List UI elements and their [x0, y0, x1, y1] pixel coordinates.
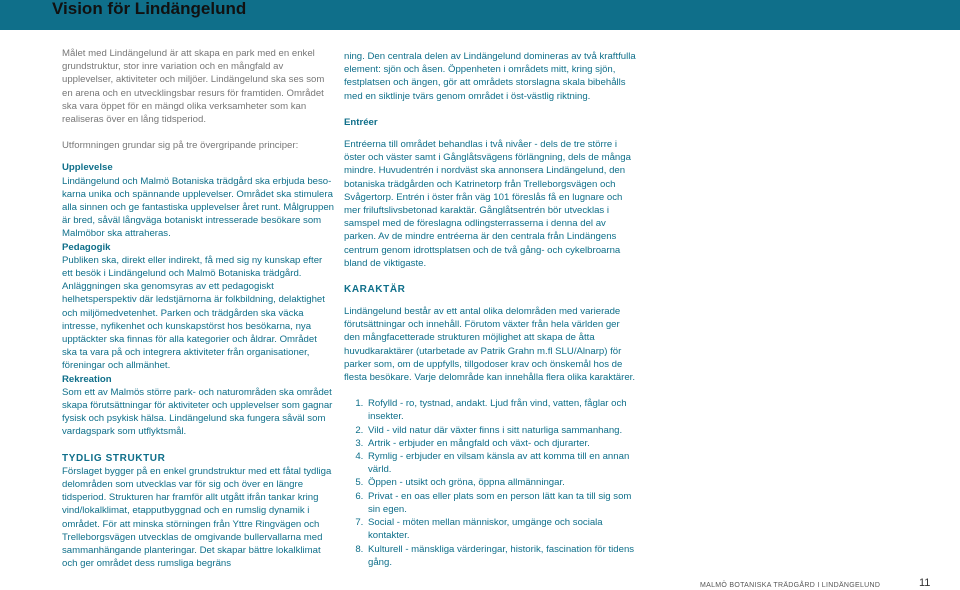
list-item: 4. Rymlig - erbjuder en vilsam känsla av att komma till en annan värld.	[366, 450, 636, 476]
page-number: 11	[919, 577, 931, 589]
right-column	[344, 50, 636, 569]
pedagogik-text: Publiken ska, direkt eller indirekt, få med sig ny kunskap efter ett besök i Lindängelund och Malmö Botaniska trädgård. Anläggningen ska genomsyras av ett pedagogiskt helhetsperspektiv där ledstjärnorna är folkbildning, delaktighet och miljömedvetenhet. Parken och trädgården ska väcka intresse, nyfikenhet och kunskapstörst hos besökarna, nya upptäckter ska finnas för alla kategorier och åldrar. Området ska ta vara på och integrera aktiviteter från organisationer, föreningar och allmänhet.	[62, 254, 325, 372]
list-item: 7. Social - möten mellan människor, umgänge och sociala kontakter.	[366, 516, 636, 542]
list-item: 1. Rofylld - ro, tystnad, andakt. Ljud från vind, vatten, fåglar och insekter.	[366, 397, 636, 423]
list-item: 5. Öppen - utsikt och gröna, öppna allmänningar.	[366, 476, 636, 489]
rekreation-heading: Rekreation	[62, 373, 112, 385]
page-title: Vision för Lindängelund	[52, 0, 247, 18]
principles-intro: Utformningen grundar sig på tre övergripande principer:	[62, 140, 299, 152]
karaktar-heading: KARAKTÄR	[344, 284, 406, 296]
list-item: 2. Vild - vild natur där växter finns i sitt naturliga sammanhang.	[366, 424, 636, 437]
upplevelse-text: Lindängelund och Malmö Botaniska trädgård ska erbjuda besokarna unika och spännande upplevelser. Området ska stimulera alla sinnen och ge fantastiska upplevelser året runt. Målgruppen är bred, såväl långväga botaniskt intresserade besökare som Malmöbor ska attraheras.	[62, 175, 334, 240]
list-item: 8. Kulturell - mänskliga värderingar, historik, fascination för tidens gång.	[366, 543, 636, 569]
entreer-heading: Entréer	[344, 116, 378, 128]
pedagogik-heading: Pedagogik	[62, 241, 111, 253]
list-item: 3. Artrik - erbjuder en mångfald och växt- och djurarter.	[366, 437, 636, 450]
upplevelse-heading: Upplevelse	[62, 162, 113, 174]
entreer-text: Entréerna till området behandlas i två nivåer - dels de tre större i öster och väster samt i Gånglåtsvägens förlängning, dels de många mindre. Huvudentrén i nordväst ska annonsera Lindängelund, den botaniska trädgården och Katrinetorp från Trelleborgsvägen och Svågertorp. Entrén i öster från väg 101 föreslås få en lugnare och mer friluftslivsbetonad karaktär. Gånglåtsentrén bör utvecklas i samspel med de föreslagna odlingsterrasserna i denna del av parken. Av de mindre entréerna är den centrala från Lindängens centrum genom idrottsplatsen och de två gång- och cykelbroarna bland de viktigaste.	[344, 139, 631, 269]
intro-paragraph: Målet med Lindängelund är att skapa en park med en enkel grundstruktur, stor inre variation och en mångfald av upplevelser, aktiviteter och miljöer. Lindängelund ska ses som en arena och en utvecklingsbar resurs för framtiden. Området ska vara öppet för en mängd olika verksamheter som kan realiseras över en lång tidsperiod.	[62, 48, 325, 126]
rekreation-text: Som ett av Malmös större park- och naturområden ska området skapa förutsättningar för aktiviteter och upplevelser som gagnar fysisk och psykisk hälsa. Lindängelund ska fungera såväl som vardagspark som utflyktsmål.	[62, 386, 333, 438]
struktur-heading: TYDLIG STRUKTUR	[62, 452, 166, 464]
struktur-text: Förslaget bygger på en enkel grundstruktur med ett fåtal tydliga delområden som utvecklas var för sig och över en längre tidsperiod. Strukturen har framför allt utgått ifrån tankar kring vind/lokalklimat, etapputbyggnad och en rumslig dynamik i området. För att minska störningen från Yttre Ringvägen och Trelleborgsvägen utvecklas de omgivande bullervallarna med sammanhängande planteringar. Det skapar bättre lokalklimat och ger området dess rumsliga begräns	[62, 465, 332, 570]
left-column	[62, 47, 334, 570]
karaktar-text: Lindängelund består av ett antal olika delområden med varierade förutsättningar och innehåll. Förutom växter från hela världen ger den mångfacetterade strukturen möjlighet att skapa de åtta huvudkaraktärer (utarbetade av Patrik Grahn m.fl SLU/Alnarp) för parker som, om de uppfylls, tillgodoser krav och önskemål hos de flesta besökare. Varje delområde kan innehålla flera olika karaktärer.	[344, 306, 635, 384]
struktur-continuation: ning. Den centrala delen av Lindängelund domineras av två kraftfulla element: sjön och åsen. Öppenheten i områdets mitt, kring sjön, festplatsen och ängen, gör att områdets storslagna skala bibehålls med en siktlinje tvärs genom området i öst-västlig riktning.	[344, 51, 636, 102]
karaktar-list	[344, 397, 636, 569]
footer-label: MALMÖ BOTANISKA TRÄDGÅRD I LINDÄNGELUND	[700, 582, 881, 589]
list-item: 6. Privat - en oas eller plats som en person lätt kan ta till sig som sin egen.	[366, 490, 636, 516]
